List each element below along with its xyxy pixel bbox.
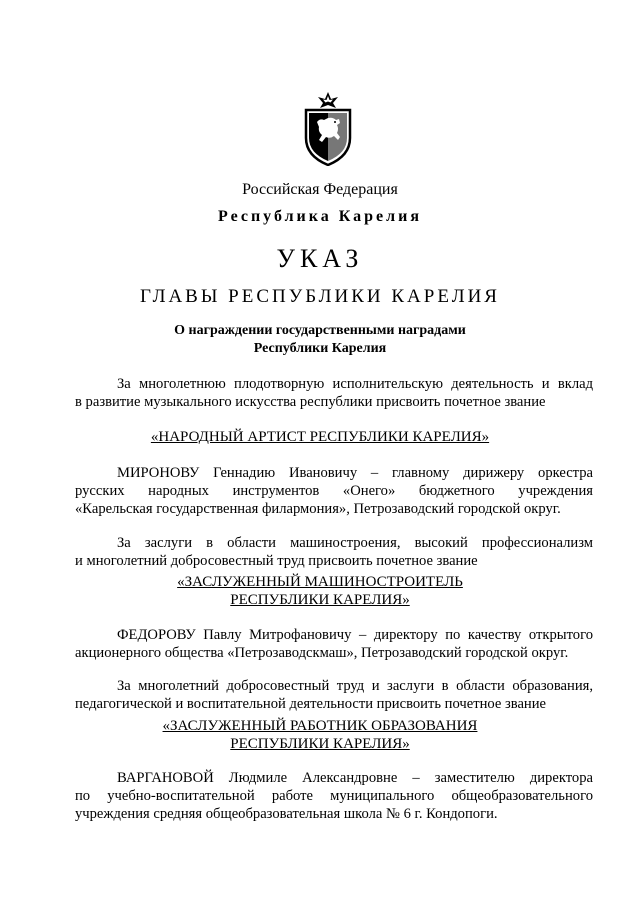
- awardee-line: ФЕДОРОВУ Павлу Митрофановичу – директору по качеству открытого: [117, 627, 593, 643]
- document-type: УКАЗ: [276, 244, 364, 273]
- country-name: Российская Федерация: [242, 181, 398, 198]
- honorary-title: [0, 428, 640, 446]
- awardee-line: МИРОНОВУ Геннадию Ивановичу – главному дирижеру оркестра: [117, 465, 593, 481]
- award-reason: [75, 677, 593, 713]
- awardee-line: «Карельская государственная филармония», Петрозаводский городской округ.: [75, 501, 561, 517]
- title-line: «ЗАСЛУЖЕННЫЙ МАШИНОСТРОИТЕЛЬ: [177, 574, 463, 590]
- title-line: «НАРОДНЫЙ АРТИСТ РЕСПУБЛИКИ КАРЕЛИЯ»: [150, 429, 490, 445]
- document-issuer: ГЛАВЫ РЕСПУБЛИКИ КАРЕЛИЯ: [140, 286, 500, 307]
- subject-line: Республики Карелия: [253, 341, 387, 356]
- award-reason: [75, 534, 593, 570]
- reason-line: За многолетнюю плодотворную исполнительскую деятельность и вклад: [117, 376, 593, 392]
- republic-name: Республика Карелия: [218, 208, 422, 225]
- reason-line: За многолетний добросовестный труд и заслуги в области образования,: [117, 678, 593, 694]
- awardee-paragraph: [75, 626, 593, 662]
- document-subject: [0, 322, 640, 358]
- reason-line: и многолетний добросовестный труд присвоить почетное звание: [75, 553, 478, 569]
- subject-line: О награждении государственными наградами: [174, 323, 466, 338]
- awardee-line: ВАРГАНОВОЙ Людмиле Александровне – заместителю директора: [117, 770, 593, 786]
- award-reason: [75, 375, 593, 411]
- awardee-line: учреждения средняя общеобразовательная школа № 6 г. Кондопоги.: [75, 806, 498, 822]
- reason-line: в развитие музыкального искусства республики присвоить почетное звание: [75, 394, 546, 410]
- reason-line: педагогической и воспитательной деятельности присвоить почетное звание: [75, 696, 547, 712]
- title-line: РЕСПУБЛИКИ КАРЕЛИЯ»: [230, 736, 410, 752]
- title-line: «ЗАСЛУЖЕННЫЙ РАБОТНИК ОБРАЗОВАНИЯ: [162, 718, 478, 734]
- title-line: РЕСПУБЛИКИ КАРЕЛИЯ»: [230, 592, 410, 608]
- honorary-title: [0, 573, 640, 609]
- reason-line: За заслуги в области машиностроения, высокий профессионализм: [117, 535, 593, 551]
- awardee-paragraph: [75, 769, 593, 823]
- awardee-line: акционерного общества «Петрозаводскмаш», Петрозаводский городской округ.: [75, 645, 569, 661]
- awardee-line: русских народных инструментов «Онего» бюджетного учреждения: [75, 483, 593, 499]
- awardee-line: по учебно-воспитательной работе муниципального общеобразовательного: [75, 788, 593, 804]
- awardee-paragraph: [75, 464, 593, 518]
- honorary-title: [0, 717, 640, 753]
- karelia-coat-of-arms-icon: [302, 92, 354, 166]
